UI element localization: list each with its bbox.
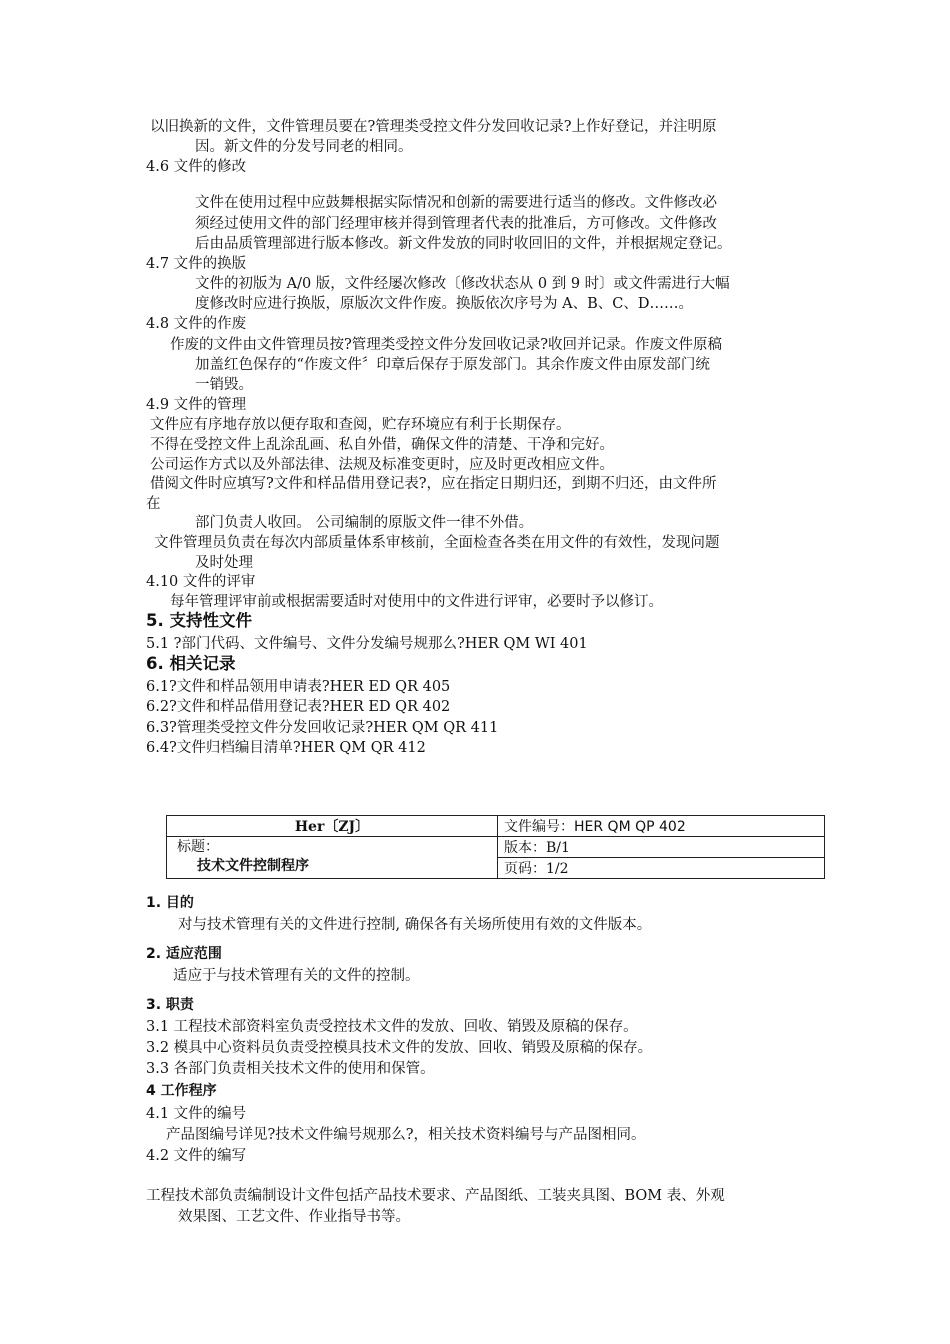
text-line: 一销毁。: [195, 377, 253, 393]
section-heading: 3. 职责: [146, 997, 194, 1013]
section-heading: 4.8 文件的作废: [146, 316, 247, 332]
text-line: 效果图、工艺文件、作业指导书等。: [178, 1209, 410, 1225]
text-line: 因。新文件的分发号同老的相同。: [195, 139, 413, 155]
text-line: 须经过使用文件的部门经理审核并得到管理者代表的批准后，方可修改。文件修改: [195, 216, 717, 232]
title-cell: [167, 837, 498, 879]
section-heading: 1. 目的: [146, 895, 194, 911]
section-heading: 2. 适应范围: [146, 946, 222, 962]
text-line: 4.1 文件的编号: [146, 1106, 247, 1122]
text-line: 适应于与技术管理有关的文件的控制。: [173, 968, 420, 984]
record-item: 6.1?文件和样品领用申请表?HER ED QR 405: [146, 679, 451, 695]
record-item: 6.4?文件归档编目清单?HER QM QR 412: [146, 740, 426, 756]
text-line: 以旧换新的文件，文件管理员要在?管理类受控文件分发回收记录?上作好登记，并注明原: [150, 119, 717, 135]
text-line: 文件应有序地存放以便存取和查阅，贮存环境应有利于长期保存。: [150, 417, 571, 433]
title-label: 标题：: [177, 839, 219, 855]
chapter-heading: 5. 支持性文件: [146, 611, 252, 630]
text-line: 在: [146, 496, 161, 512]
text-line: 文件的初版为 A/0 版，文件经屡次修改〔修改状态从 0 到 9 时〕或文件需进行大幅: [195, 276, 730, 292]
text-line: 3.3 各部门负责相关技术文件的使用和保管。: [146, 1061, 435, 1077]
chapter-heading: 6. 相关记录: [146, 654, 236, 673]
text-line: 不得在受控文件上乱涂乱画、私自外借，确保文件的清楚、干净和完好。: [150, 437, 614, 453]
text-line: 对与技术管理有关的文件进行控制, 确保各有关场所使用有效的文件版本。: [178, 917, 652, 933]
text-line: 3.1 工程技术部资料室负责受控技术文件的发放、回收、销毁及原稿的保存。: [146, 1019, 638, 1035]
text-line: 及时处理: [195, 555, 253, 571]
text-line: 部门负责人收回。 公司编制的原版文件一律不外借。: [195, 515, 534, 531]
text-line: 文件在使用过程中应鼓舞根据实际情况和创新的需要进行适当的修改。文件修改必: [195, 195, 717, 211]
text-line: 作废的文件由文件管理员按?管理类受控文件分发回收记录?收回并记录。作废文件原稿: [170, 337, 723, 353]
text-line: 加盖红色保存的“作废文件〞印章后保存于原发部门。其余作废文件由原发部门统: [195, 357, 710, 373]
text-line: 3.2 模具中心资料员负责受控模具技术文件的发放、回收、销毁及原稿的保存。: [146, 1040, 653, 1056]
text-line: 后由品质管理部进行版本修改。新文件发放的同时收回旧的文件，并根据规定登记。: [195, 236, 732, 252]
document-header-table: [166, 815, 825, 879]
text-line: 借阅文件时应填写?文件和样品借用登记表?，应在指定日期归还，到期不归还，由文件所: [150, 476, 717, 492]
record-item: 6.3?管理类受控文件分发回收记录?HER QM QR 411: [146, 720, 499, 736]
text-line: 公司运作方式以及外部法律、法规及标准变更时，应及时更改相应文件。: [150, 457, 614, 473]
company-cell: Her〔ZJ〕: [167, 816, 498, 837]
section-heading: 4.7 文件的换版: [146, 256, 247, 272]
text-line: 每年管理评审前或根据需要适时对使用中的文件进行评审，必要时予以修订。: [170, 594, 663, 610]
record-item: 6.2?文件和样品借用登记表?HER ED QR 402: [146, 699, 451, 715]
version-cell: 版本：B/1: [498, 837, 825, 858]
section-heading: 4 工作程序: [146, 1083, 217, 1099]
section-heading: 4.9 文件的管理: [146, 397, 247, 413]
doc-number-cell: 文件编号：HER QM QP 402: [498, 816, 825, 837]
text-line: 产品图编号详见?技术文件编号规那么?，相关技术资料编号与产品图相同。: [166, 1127, 646, 1143]
section-heading: 4.6 文件的修改: [146, 159, 247, 175]
text-line: 工程技术部负责编制设计文件包括产品技术要求、产品图纸、工装夹具图、BOM 表、外观: [146, 1188, 725, 1204]
text-line: 5.1 ?部门代码、文件编号、文件分发编号规那么?HER QM WI 401: [146, 636, 588, 652]
page-cell: 页码：1/2: [498, 858, 825, 879]
document-title: 技术文件控制程序: [197, 858, 309, 874]
text-line: 文件管理员负责在每次内部质量体系审核前，全面检查各类在用文件的有效性，发现问题: [154, 535, 720, 551]
text-line: 4.2 文件的编写: [146, 1148, 247, 1164]
text-line: 度修改时应进行换版，原版次文件作废。换版依次序号为 A、B、C、D……。: [195, 296, 693, 312]
section-heading: 4.10 文件的评审: [146, 574, 256, 590]
